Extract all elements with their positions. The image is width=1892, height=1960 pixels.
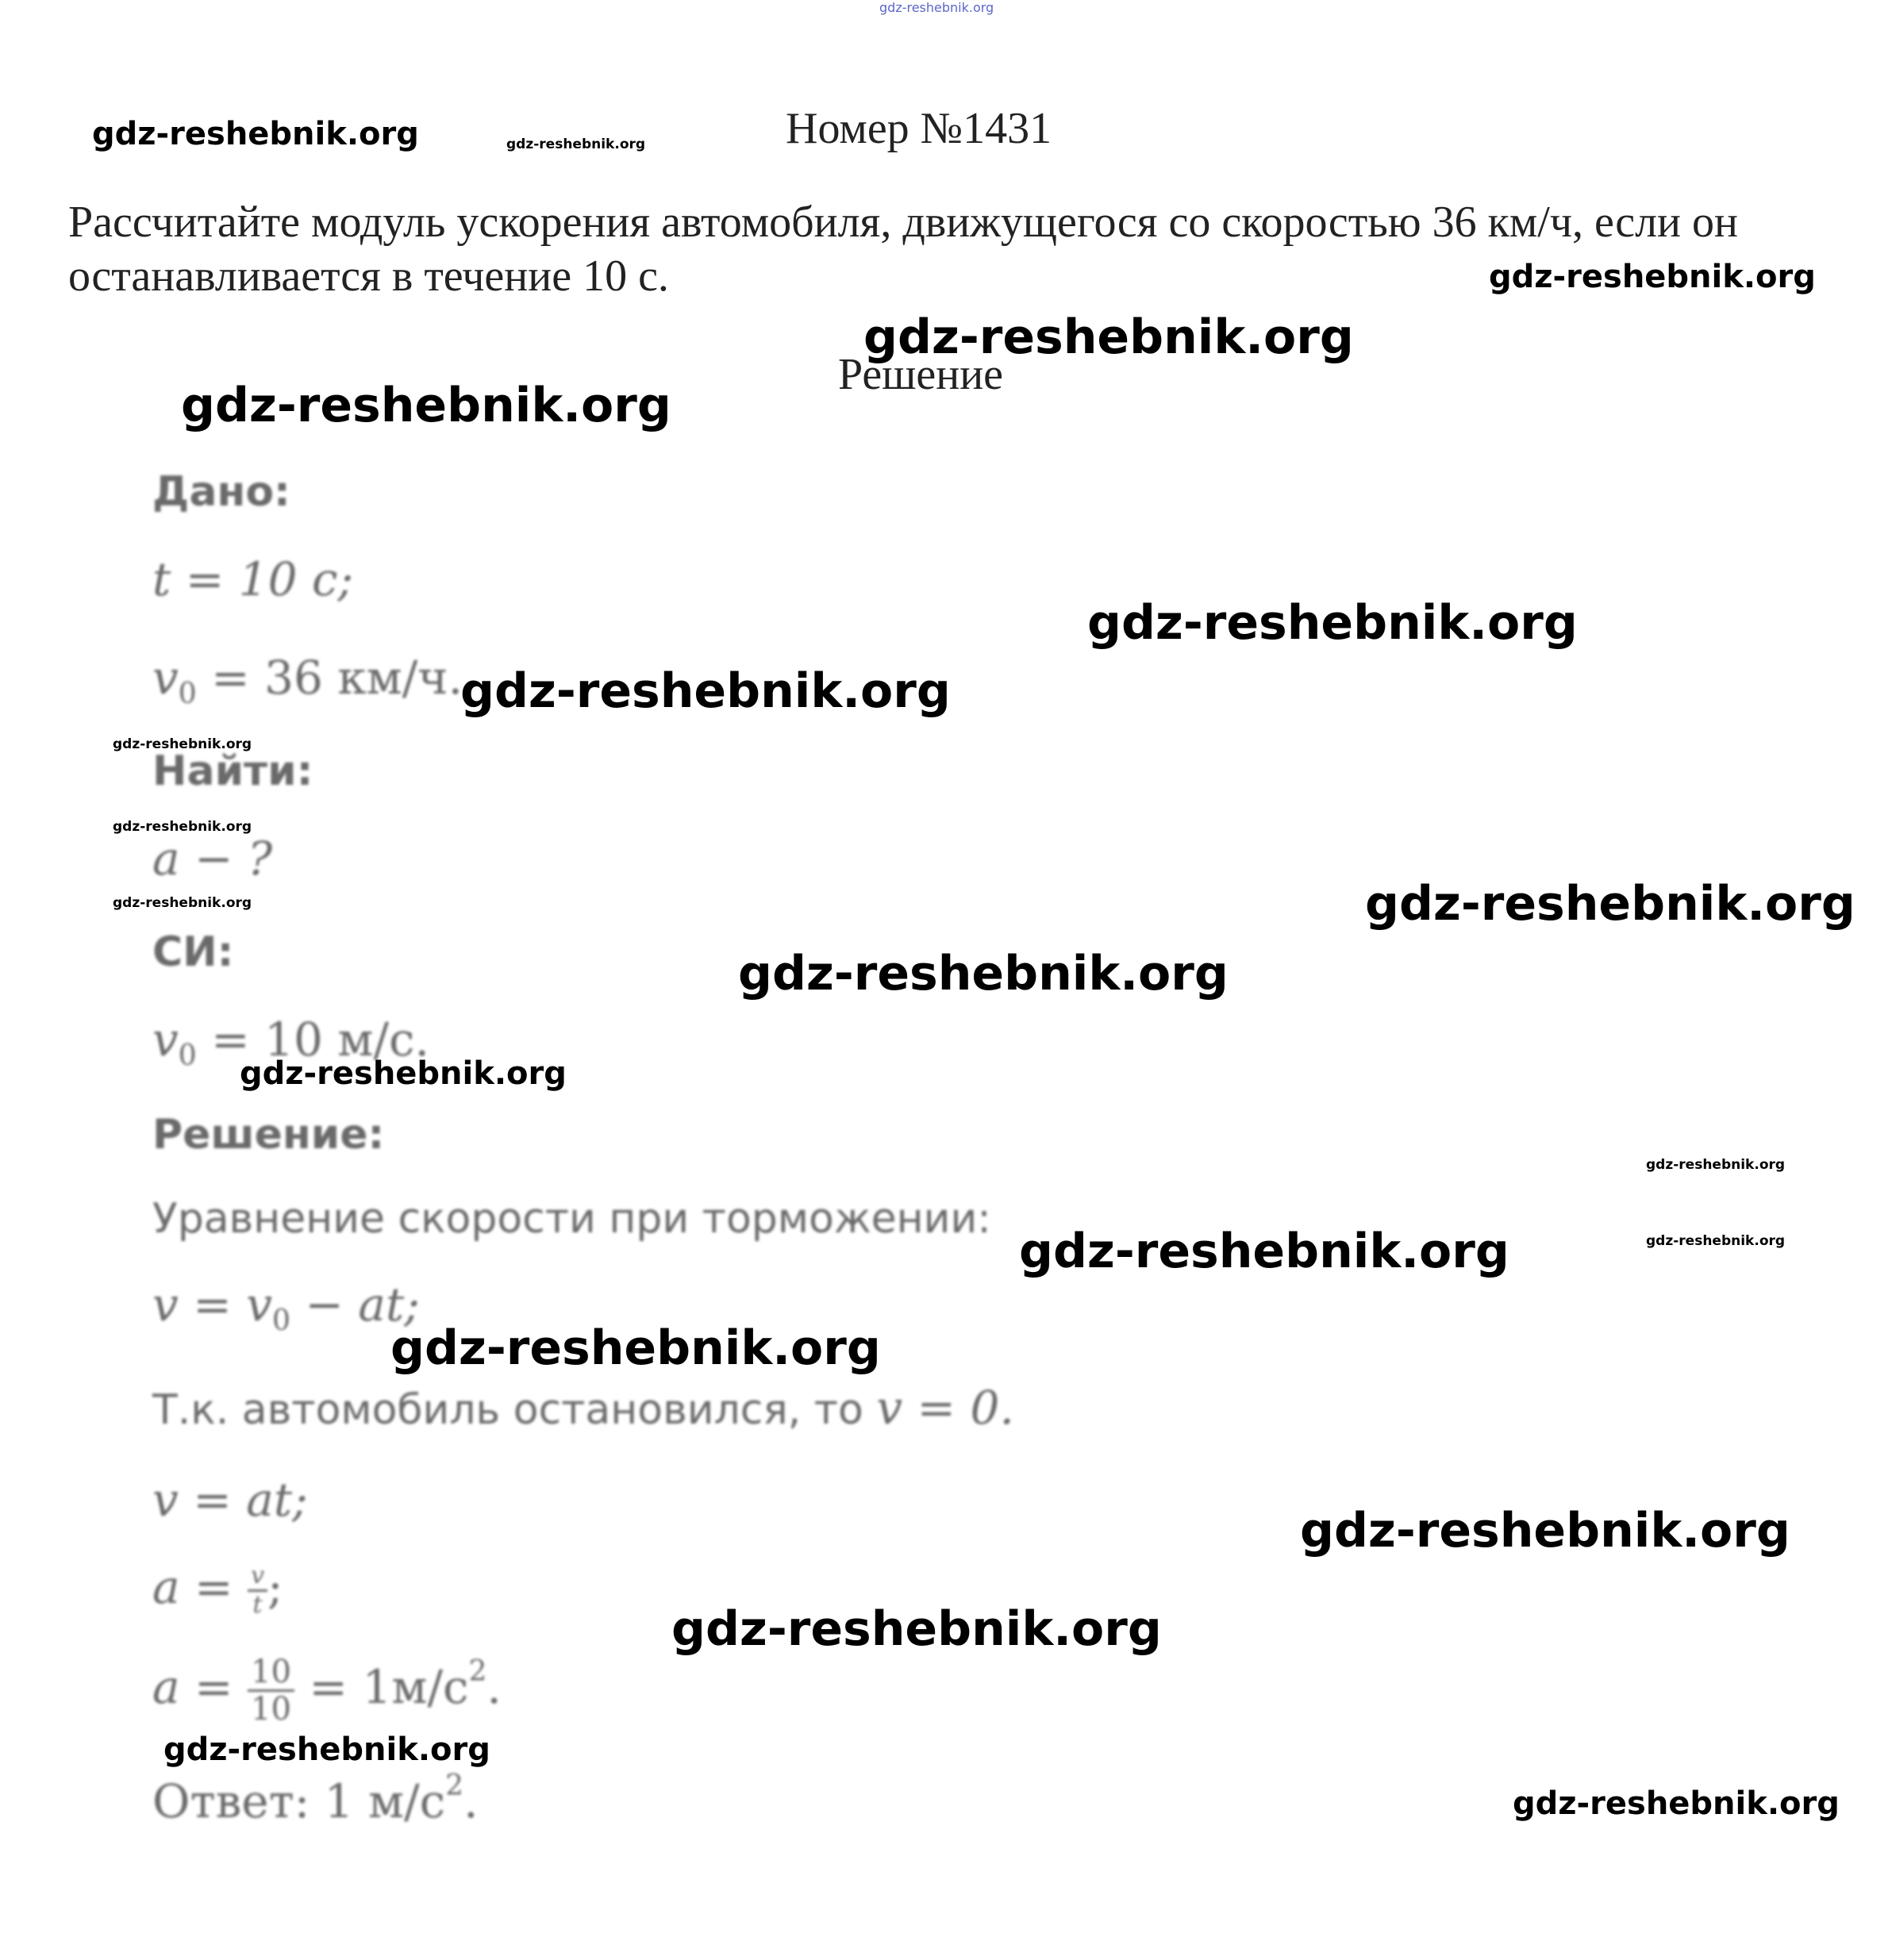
watermark: gdz-reshebnik.org [460,663,951,719]
watermark: gdz-reshebnik.org [113,736,252,752]
watermark: gdz-reshebnik.org [1646,1233,1786,1249]
watermark: gdz-reshebnik.org [113,819,252,835]
eq4-denominator: 10 [251,1691,291,1728]
watermark: gdz-reshebnik.org [506,136,646,152]
watermark: gdz-reshebnik.org [1019,1224,1509,1279]
watermark: gdz-reshebnik.org [1300,1503,1790,1558]
eq4-left: a = [152,1660,248,1714]
eq4-mid: = 1м/с [294,1660,469,1714]
eq3-end: ; [267,1560,283,1614]
v0-var: v [152,651,179,705]
page-title: Номер №1431 [786,104,1052,153]
find-label: Найти: [152,747,313,795]
equation-velocity-stop [152,1473,308,1527]
given-time [152,552,353,606]
watermark: gdz-reshebnik.org [1513,1785,1840,1822]
answer-superscript: 2 [445,1770,464,1802]
equation-caption: Уравнение скорости при торможении: [152,1195,991,1243]
watermark: gdz-reshebnik.org [113,895,252,911]
watermark: gdz-reshebnik.org [863,309,1354,365]
v0-subscript: 0 [178,1040,197,1072]
watermark: gdz-reshebnik.org [390,1320,881,1376]
given-speed-value: = 36 км/ч. [196,651,463,705]
eq1-subscript: 0 [272,1305,290,1337]
v0-subscript: 0 [178,678,197,710]
equation-result [152,1654,502,1728]
watermark: gdz-reshebnik.org [738,946,1229,1001]
stop-text: Т.к. автомобиль остановился, то [152,1386,877,1434]
watermark: gdz-reshebnik.org [1646,1157,1786,1173]
watermark: gdz-reshebnik.org [240,1055,567,1092]
eq2-text: v = at; [152,1473,308,1527]
eq3-left: a = [152,1560,248,1614]
stop-math: v = 0. [876,1381,1014,1435]
watermark: gdz-reshebnik.org [163,1731,490,1768]
eq4-end: . [486,1660,502,1714]
v0-var: v [152,1013,179,1066]
solution-label: Решение: [152,1111,385,1159]
eq4-superscript: 2 [468,1655,487,1688]
given-label: Дано: [152,468,290,516]
si-label: СИ: [152,928,234,976]
watermark: gdz-reshebnik.org [671,1601,1162,1657]
eq3-fraction [248,1562,267,1620]
stop-statement [152,1381,1014,1435]
eq1-left: v = v [152,1278,273,1332]
watermark: gdz-reshebnik.org [92,116,419,152]
eq4-numerator: 10 [248,1656,294,1692]
eq3-denominator: t [252,1591,263,1620]
given-speed [152,651,463,710]
answer-end: . [463,1774,479,1828]
eq4-fraction [248,1654,294,1728]
find-unknown [152,832,272,886]
watermark: gdz-reshebnik.org [1489,259,1816,295]
find-unknown-text: a − ? [152,832,273,886]
answer-text: Ответ: 1 м/с [152,1774,446,1828]
given-time-text: t = 10 c; [152,552,354,606]
eq3-numerator: v [248,1564,267,1592]
watermark-top: gdz-reshebnik.org [879,0,994,15]
equation-acceleration [152,1560,283,1620]
task-text: Рассчитайте модуль ускорения автомобиля, движущегося со скоростью 36 км/ч, если он останавливается в течение 10 с. [68,198,1738,301]
equation-velocity [152,1278,420,1337]
si-speed-value: = 10 м/с. [196,1013,429,1066]
watermark: gdz-reshebnik.org [1087,595,1578,651]
eq1-right: − at; [290,1278,420,1332]
solution-heading: Решение [838,350,1004,399]
watermark: gdz-reshebnik.org [1365,876,1855,932]
answer [152,1770,479,1828]
watermark: gdz-reshebnik.org [181,378,671,433]
